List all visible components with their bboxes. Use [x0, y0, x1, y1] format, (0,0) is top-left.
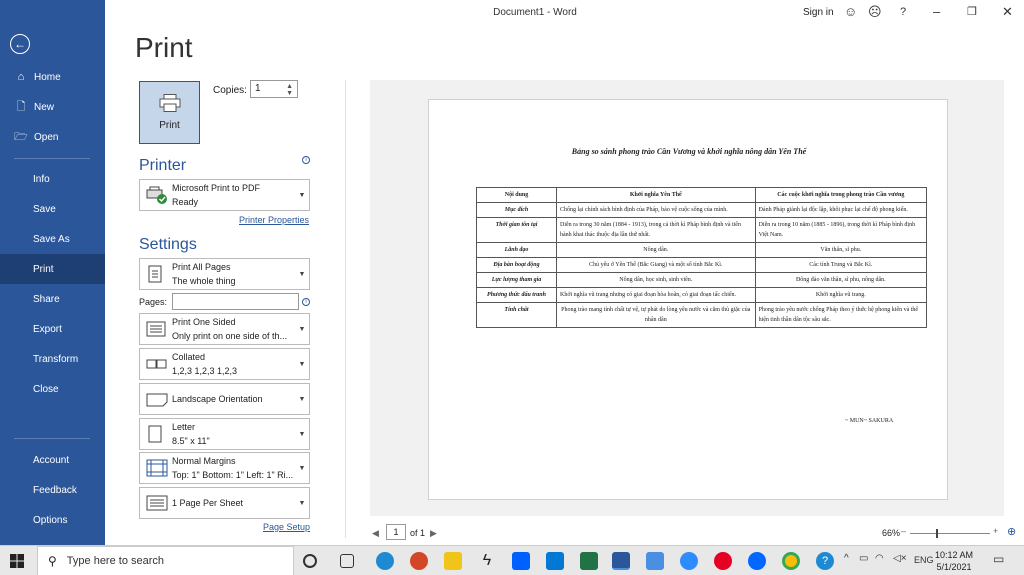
smile-feedback-icon[interactable]: ☺ [844, 4, 858, 19]
chrome-icon[interactable] [782, 552, 800, 570]
file-explorer-icon[interactable] [444, 552, 462, 570]
input-language[interactable]: ENG [914, 555, 934, 565]
nav-export[interactable]: Export [33, 323, 62, 335]
word-icon[interactable] [612, 552, 630, 570]
notifications-icon[interactable]: ▭ [993, 552, 1005, 566]
chevron-down-icon: ▼ [298, 464, 306, 472]
volume-muted-icon[interactable]: ◁× [893, 553, 907, 564]
printer-ready-icon [146, 186, 164, 204]
pages-per-sheet-dropdown[interactable]: 1 Page Per Sheet ▼ [139, 487, 310, 519]
taskbar-search-box[interactable]: ⚲ Type here to search [37, 546, 294, 575]
backstage-nav [0, 0, 105, 545]
back-arrow-icon[interactable]: ← [10, 34, 30, 54]
next-page-icon[interactable]: ▶ [430, 528, 437, 538]
nav-feedback[interactable]: Feedback [33, 484, 77, 496]
nav-save[interactable]: Save [33, 203, 56, 215]
collation-dropdown[interactable]: Collated 1,2,3 1,2,3 1,2,3 ▼ [139, 348, 310, 380]
chevron-down-icon: ▼ [298, 395, 306, 403]
search-icon: ⚲ [48, 554, 57, 568]
table-header: Khởi nghĩa Yên Thế [557, 188, 756, 203]
table-row: Phương thức đấu tranh Khởi nghĩa vũ trang nhưng có giai đoạn hòa hoãn, có giai đoạn tấc chiến. Khởi nghĩa vũ trang. [477, 288, 927, 303]
current-page-input[interactable]: 1 [386, 524, 406, 540]
table-header: Nội dung [477, 188, 557, 203]
nav-home[interactable]: ⌂ Home [0, 62, 105, 92]
document-pages-icon [146, 265, 164, 283]
nav-save-as[interactable]: Save As [33, 233, 70, 245]
settings-section-title: Settings [139, 236, 197, 253]
zoom-slider[interactable] [910, 533, 990, 534]
preview-status-bar [370, 523, 1024, 543]
page-per-sheet-icon [146, 494, 164, 512]
zoom-slider-thumb[interactable] [936, 529, 938, 538]
nav-share[interactable]: Share [33, 293, 60, 305]
tray-chevron-icon[interactable]: ^ [844, 553, 849, 564]
zoom-in-icon[interactable]: + [993, 526, 999, 536]
pages-label: Pages: [139, 297, 168, 307]
windows-start-icon[interactable] [10, 554, 24, 568]
table-row: Địa bàn hoạt động Chủ yếu ở Yên Thế (Bắc Giang) và một số tỉnh Bắc Kì. Các tỉnh Trung và Bắc Kì. [477, 258, 927, 273]
cortana-icon[interactable] [303, 554, 317, 568]
mail-icon[interactable] [546, 552, 564, 570]
battery-icon[interactable]: ▭ [859, 553, 869, 564]
info-icon[interactable]: i [302, 156, 310, 164]
chevron-down-icon: ▼ [298, 270, 306, 278]
help-button[interactable]: ? [900, 6, 907, 18]
system-clock[interactable]: 10:12 AM 5/1/2021 [935, 550, 974, 572]
printer-icon [159, 94, 181, 112]
nav-info[interactable]: Info [33, 173, 50, 185]
printer-name: Microsoft Print to PDF [172, 183, 261, 193]
pinterest-icon[interactable] [714, 552, 732, 570]
one-sided-icon [146, 320, 164, 338]
info-icon[interactable]: i [302, 298, 310, 306]
wifi-icon[interactable]: ◠ [875, 553, 884, 564]
landscape-icon [146, 390, 164, 408]
page-setup-link[interactable]: Page Setup [263, 522, 311, 532]
printer-dropdown[interactable] [139, 179, 310, 211]
print-range-dropdown[interactable]: Print All Pages The whole thing ▼ [139, 258, 310, 290]
help-app-icon[interactable]: ? [816, 552, 834, 570]
home-icon: ⌂ [17, 71, 25, 83]
paper-size-dropdown[interactable]: Letter 8.5" x 11" ▼ [139, 418, 310, 450]
windows-taskbar [0, 545, 1024, 575]
title-bar [105, 0, 1024, 26]
sides-dropdown[interactable]: Print One Sided Only print on one side of th... ▼ [139, 313, 310, 345]
restore-icon[interactable]: ❐ [967, 6, 977, 18]
table-header-row [477, 188, 927, 203]
close-icon[interactable]: ✕ [1002, 4, 1013, 19]
preview-page [428, 99, 948, 500]
document-signature: ~ MUN~ SAKURA [845, 418, 894, 424]
collated-icon [146, 355, 164, 373]
comparison-table [476, 187, 927, 328]
zoom-level[interactable]: 66% [882, 528, 901, 538]
minimize-icon[interactable]: – [933, 4, 941, 19]
dropbox-icon[interactable] [512, 552, 530, 570]
document-title: Bảng so sánh phong trào Cần Vương và khởi nghĩa nông dân Yên Thế [571, 147, 807, 156]
printer-status: Ready [172, 197, 199, 207]
printer-section-title: Printer [139, 157, 187, 174]
excel-icon[interactable] [580, 552, 598, 570]
sign-in-link[interactable]: Sign in [803, 7, 834, 18]
nav-divider [14, 438, 90, 439]
window-title: Document1 - Word [493, 7, 577, 18]
table-row: Lãnh đạo Nông dân. Văn thân, sĩ phu. [477, 243, 927, 258]
frown-feedback-icon[interactable]: ☹ [868, 4, 882, 19]
letter-page-icon [146, 425, 164, 443]
copies-stepper[interactable]: 1 ▲ ▼ [250, 80, 298, 98]
printer-properties-link[interactable]: Printer Properties [239, 215, 310, 225]
zoom-meetings-icon[interactable] [680, 552, 698, 570]
panel-divider [345, 80, 346, 538]
table-header: Các cuộc khởi nghĩa trong phong trào Cần vương [755, 188, 926, 203]
chevron-down-icon: ▼ [298, 325, 306, 333]
new-document-icon: 🗋 [16, 100, 26, 113]
pages-input[interactable] [172, 293, 299, 310]
powerpoint-icon[interactable] [410, 552, 428, 570]
chevron-down-icon: ▼ [298, 191, 306, 199]
page-count: of 1 [410, 528, 426, 538]
chevron-down-icon: ▼ [298, 499, 306, 507]
photos-icon[interactable] [646, 552, 664, 570]
nav-close[interactable]: Close [33, 383, 59, 395]
open-folder-icon: 🗁 [14, 130, 28, 143]
table-row: Thời gian tồn tại Diễn ra trong 30 năm (1884 - 1913), trong cả thời kì Pháp bình định và tiến hành khai thác thuộc địa lần thứ nhất. Diễn ra trong 10 năm (1885 - 1896), trong thời kì Pháp bình định Việt Nam. [477, 218, 927, 243]
lightning-app-icon[interactable]: ϟ [482, 552, 492, 569]
zoom-out-icon[interactable]: – [901, 526, 907, 536]
nav-divider [14, 158, 90, 159]
table-row: Mục đích Chống lại chính sách bình định của Pháp, bảo vệ cuộc sống của mình. Đánh Pháp giành lại độc lập, khôi phục lại chế độ phong kiến. [477, 203, 927, 218]
nav-new[interactable]: 🗋 New [0, 92, 105, 122]
page-title: Print [135, 32, 193, 63]
nav-transform[interactable]: Transform [33, 353, 79, 365]
previous-page-icon[interactable]: ◀ [372, 528, 379, 538]
margins-dropdown[interactable]: Normal Margins Top: 1" Bottom: 1" Left: 1" Ri... ▼ [139, 452, 310, 484]
zoom-to-page-icon[interactable]: ⊕ [1007, 526, 1017, 538]
nav-account[interactable]: Account [33, 454, 70, 466]
spin-arrows-icon[interactable]: ▲ ▼ [286, 83, 293, 97]
chevron-down-icon: ▼ [298, 360, 306, 368]
nav-open[interactable]: 🗁 Open [0, 122, 105, 152]
nav-options[interactable]: Options [33, 514, 68, 526]
copies-label: Copies: [213, 85, 247, 96]
margins-icon [146, 459, 164, 477]
nav-print[interactable]: Print [0, 254, 105, 284]
table-row: Lực lượng tham gia Nông dân, học sinh, sinh viên. Đông đảo văn thân, sĩ phu, nông dân. [477, 273, 927, 288]
chevron-down-icon: ▼ [298, 430, 306, 438]
task-view-icon[interactable] [340, 554, 354, 568]
orientation-dropdown[interactable]: Landscape Orientation ▼ [139, 383, 310, 415]
table-row: Tính chất Phong trào mang tính chất tự vệ, tự phát do lòng yêu nước và căm thù giặc của nhân dân Phong trào yêu nước chống Pháp theo ý thức hệ phong kiến và thể hiện tinh thần dân tộc sâu sắc. [477, 303, 927, 328]
zalo-icon[interactable] [748, 552, 766, 570]
print-button[interactable]: Print [139, 81, 200, 144]
edge-icon[interactable] [376, 552, 394, 570]
